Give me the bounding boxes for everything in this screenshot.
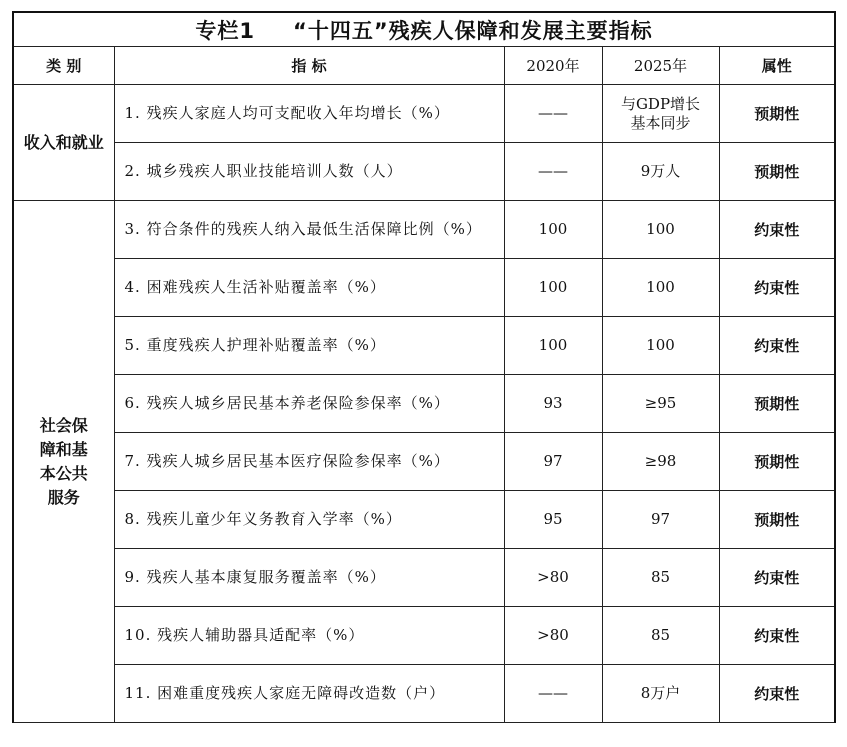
header-indicator-label: 指 标 [291,57,327,75]
value-2025-cell: 100 [602,317,719,375]
value-2020-cell: 100 [504,201,602,259]
value-2020-cell: >80 [504,549,602,607]
value-2020-cell: 97 [504,433,602,491]
title-prefix: 专栏1 [195,18,256,43]
header-category [13,47,114,85]
attribute-cell: 约束性 [719,317,835,375]
indicator-cell: 7. 残疾人城乡居民基本医疗保险参保率（%） [114,433,504,491]
category-income-employment: 收入和就业 [13,85,114,201]
attribute-cell: 预期性 [719,85,835,143]
attribute-cell: 约束性 [719,549,835,607]
indicator-cell: 11. 困难重度残疾人家庭无障碍改造数（户） [114,665,504,723]
indicator-cell: 2. 城乡残疾人职业技能培训人数（人） [114,143,504,201]
value-2025-cell: 9万人 [602,143,719,201]
attribute-cell: 预期性 [719,491,835,549]
table-title [13,12,835,47]
indicator-cell: 5. 重度残疾人护理补贴覆盖率（%） [114,317,504,375]
value-2020-cell: 100 [504,259,602,317]
value-2020-cell: 100 [504,317,602,375]
header-category-label: 类 别 [46,57,82,75]
indicator-cell: 9. 残疾人基本康复服务覆盖率（%） [114,549,504,607]
value-2025-cell: ≥98 [602,433,719,491]
value-2020-cell: —— [504,665,602,723]
header-2020-label: 2020年 [526,57,580,75]
attribute-cell: 约束性 [719,665,835,723]
indicator-cell: 6. 残疾人城乡居民基本养老保险参保率（%） [114,375,504,433]
header-2020 [504,47,602,85]
attribute-cell: 预期性 [719,143,835,201]
value-2020-cell: >80 [504,607,602,665]
value-2020-cell: —— [504,85,602,143]
attribute-cell: 约束性 [719,201,835,259]
value-2020-cell: 95 [504,491,602,549]
attribute-cell: 约束性 [719,607,835,665]
indicator-cell: 4. 困难残疾人生活补贴覆盖率（%） [114,259,504,317]
indicator-table [12,11,836,723]
value-2025-cell: 100 [602,201,719,259]
indicator-cell: 8. 残疾儿童少年义务教育入学率（%） [114,491,504,549]
value-2025-cell: 85 [602,549,719,607]
indicator-cell: 3. 符合条件的残疾人纳入最低生活保障比例（%） [114,201,504,259]
attribute-cell: 约束性 [719,259,835,317]
indicator-cell: 10. 残疾人辅助器具适配率（%） [114,607,504,665]
value-2025-cell: ≥95 [602,375,719,433]
header-2025 [602,47,719,85]
indicator-cell: 1. 残疾人家庭人均可支配收入年均增长（%） [114,85,504,143]
category-social-security: 社会保障和基本公共服务 [13,201,114,723]
header-attribute [719,47,835,85]
value-2020-cell: 93 [504,375,602,433]
header-attribute-label: 属性 [761,57,792,75]
header-2025-label: 2025年 [633,57,688,75]
attribute-cell: 预期性 [719,375,835,433]
attribute-cell: 预期性 [719,433,835,491]
indicator-table-sheet [12,11,834,740]
value-2025-cell: 与GDP增长基本同步 [602,85,719,143]
value-2020-cell: —— [504,143,602,201]
value-2025-cell: 97 [602,491,719,549]
value-2025-cell: 8万户 [602,665,719,723]
value-2025-cell: 100 [602,259,719,317]
header-indicator [114,47,504,85]
value-2025-cell: 85 [602,607,719,665]
title-text: “十四五”残疾人保障和发展主要指标 [293,18,653,43]
